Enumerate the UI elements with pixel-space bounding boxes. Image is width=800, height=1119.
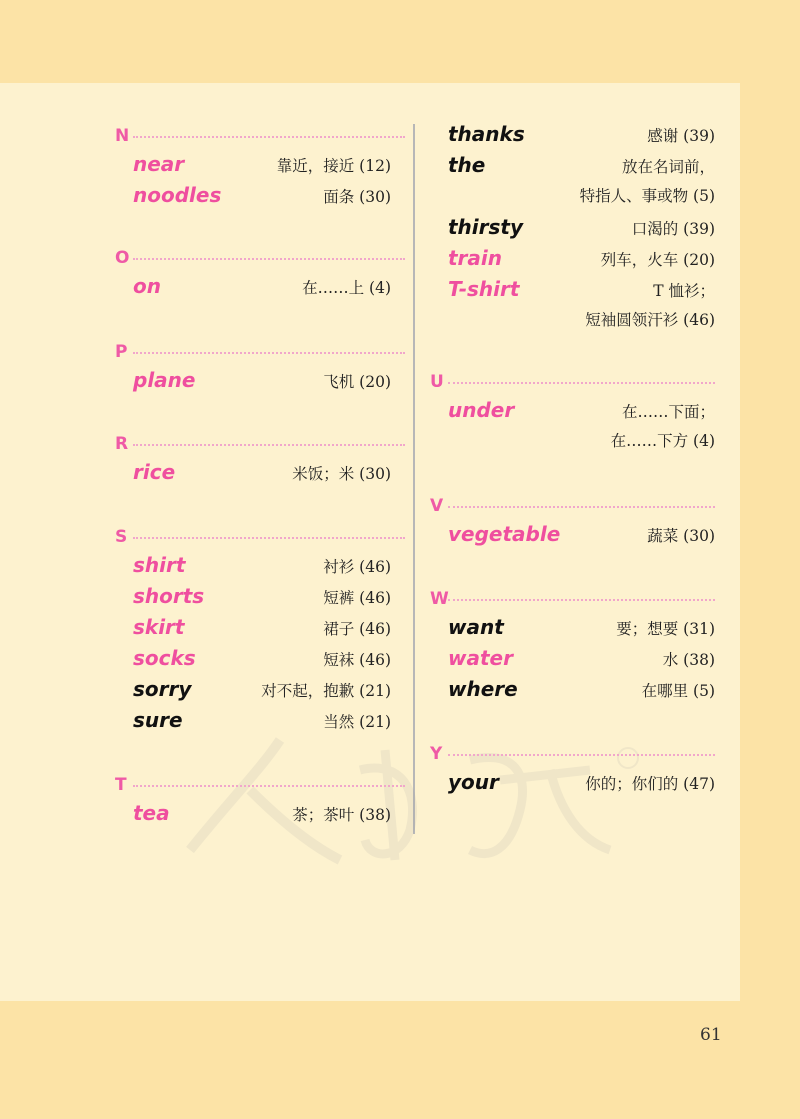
glossary-entry (430, 243, 715, 274)
entry-word: tea (133, 801, 170, 825)
section-p (115, 339, 405, 396)
section-letter: V (430, 496, 444, 516)
entry-meaning: 口渴的 (39) (631, 220, 715, 238)
section-header (115, 339, 405, 365)
entry-word: rice (133, 460, 176, 484)
entry-meaning: 短袜 (46) (323, 651, 391, 669)
entry-meaning: 蔬菜 (30) (647, 527, 715, 545)
section-y (430, 741, 715, 798)
entry-meaning: 飞机 (20) (323, 373, 391, 391)
section-letter: R (115, 434, 129, 454)
glossary-entry (430, 612, 715, 643)
glossary-entry (430, 674, 715, 705)
entry-meaning: 对不起，抱歉 (21) (261, 682, 391, 700)
section-s (115, 524, 405, 736)
entry-word: shorts (133, 584, 205, 608)
entry-word: near (133, 152, 185, 176)
entry-meaning: 你的；你们的 (47) (585, 775, 715, 793)
entry-word: socks (133, 646, 196, 670)
entry-meaning: 在……上 (4) (302, 279, 391, 297)
glossary-entry (115, 271, 405, 302)
glossary-entry (115, 643, 405, 674)
entry-meaning: 靠近，接近 (12) (276, 157, 391, 175)
section-n (115, 123, 405, 211)
entry-meaning: 茶；茶叶 (38) (292, 806, 391, 824)
glossary-entry (430, 643, 715, 674)
section-header (430, 586, 715, 612)
glossary-entry (115, 180, 405, 211)
entry-word: T-shirt (448, 277, 520, 301)
section-header (430, 369, 715, 395)
section-letter: P (115, 342, 128, 362)
section-letter: O (115, 248, 130, 268)
entry-word: train (448, 246, 503, 270)
dotted-rule (133, 352, 405, 354)
glossary-entry (115, 705, 405, 736)
section-header (115, 524, 405, 550)
glossary-entry (115, 612, 405, 643)
glossary-entry (115, 149, 405, 180)
dotted-rule (133, 785, 405, 787)
entry-word: noodles (133, 183, 222, 207)
entry-word: plane (133, 368, 196, 392)
section-header (430, 741, 715, 767)
entry-meaning: 水 (38) (662, 651, 715, 669)
dotted-rule (448, 382, 715, 384)
entry-word: thirsty (448, 215, 524, 239)
glossary-entry (430, 150, 715, 181)
section-r (115, 431, 405, 488)
entry-meaning: 短裤 (46) (323, 589, 391, 607)
section-w (430, 586, 715, 705)
section-letter: U (430, 372, 444, 392)
entry-meaning: 米饭；米 (30) (292, 465, 391, 483)
section-v (430, 493, 715, 550)
entry-word: sure (133, 708, 183, 732)
entry-word: thanks (448, 122, 525, 146)
entry-word: on (133, 274, 161, 298)
entry-word: sorry (133, 677, 192, 701)
glossary-entry (430, 519, 715, 550)
entry-word: your (448, 770, 499, 794)
glossary-entry (115, 365, 405, 396)
column-divider (413, 124, 415, 834)
page-number: 61 (700, 1025, 722, 1045)
dotted-rule (448, 599, 715, 601)
section-letter: W (430, 589, 449, 609)
entry-meaning: 要；想要 (31) (616, 620, 715, 638)
dotted-rule (448, 754, 715, 756)
glossary-entry (115, 581, 405, 612)
section-header (115, 245, 405, 271)
section-t (115, 772, 405, 829)
entry-word: water (448, 646, 513, 670)
entry-meaning: 面条 (30) (323, 188, 391, 206)
glossary-entry (430, 119, 715, 150)
entry-meaning-continued: 短袖圆领汗衫 (46) (585, 311, 715, 329)
section-header (115, 431, 405, 457)
section-header (115, 123, 405, 149)
glossary-entry (430, 212, 715, 243)
dotted-rule (133, 537, 405, 539)
entry-word: the (448, 153, 486, 177)
entry-meaning: 列车，火车 (20) (600, 251, 715, 269)
entry-meaning: 当然 (21) (323, 713, 391, 731)
section-letter: Y (430, 744, 443, 764)
entry-word: want (448, 615, 504, 639)
entry-word: shirt (133, 553, 186, 577)
entry-meaning: 裙子 (46) (323, 620, 391, 638)
entry-meaning: 衬衫 (46) (323, 558, 391, 576)
entry-meaning: 在哪里 (5) (641, 682, 715, 700)
glossary-entry (115, 674, 405, 705)
section-letter: S (115, 527, 128, 547)
entry-meaning: T 恤衫； (653, 282, 715, 300)
dotted-rule (448, 506, 715, 508)
section-letter: T (115, 775, 127, 795)
entry-meaning: 感谢 (39) (647, 127, 715, 145)
entry-meaning-continued: 特指人、事或物 (5) (579, 187, 715, 205)
dotted-rule (133, 136, 405, 138)
glossary-entry (430, 767, 715, 798)
entry-word: skirt (133, 615, 185, 639)
glossary-entry (430, 395, 715, 426)
section-o (115, 245, 405, 302)
glossary-entry (115, 798, 405, 829)
glossary-entry (115, 457, 405, 488)
entry-meaning: 放在名词前， (621, 158, 715, 176)
dotted-rule (133, 444, 405, 446)
entry-meaning-continued: 在……下方 (4) (610, 432, 715, 450)
section-u (430, 369, 715, 457)
glossary-entry (115, 550, 405, 581)
entry-word: vegetable (448, 522, 561, 546)
entry-word: under (448, 398, 515, 422)
section-letter: N (115, 126, 130, 146)
entry-word: where (448, 677, 518, 701)
section-header (115, 772, 405, 798)
glossary-entry (430, 274, 715, 305)
section-t-continued (430, 119, 715, 336)
section-header (430, 493, 715, 519)
entry-meaning: 在……下面； (621, 403, 715, 421)
dotted-rule (133, 258, 405, 260)
